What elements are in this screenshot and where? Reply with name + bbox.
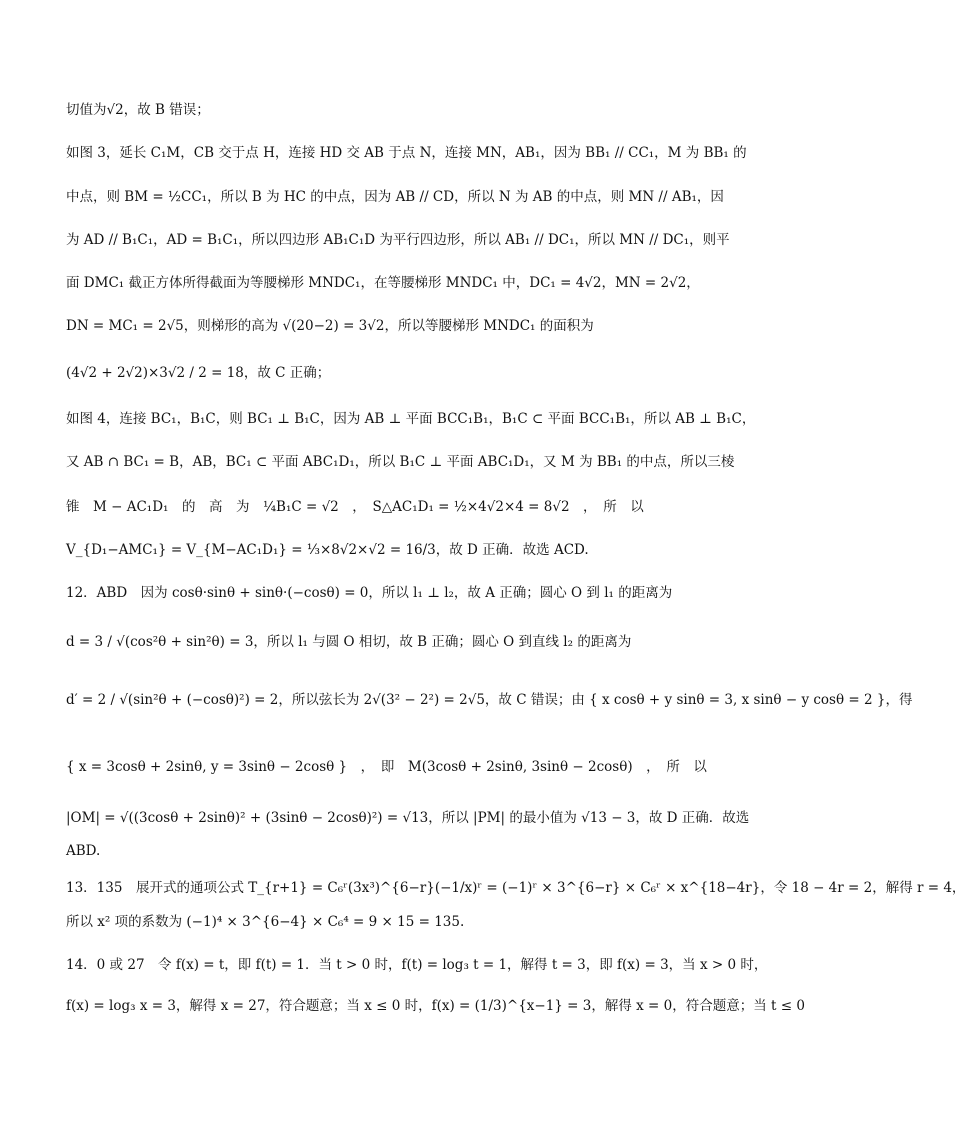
text-line-4: 为 AD // B₁C₁，AD = B₁C₁，所以四边形 AB₁C₁D 为平行四边形，所以 AB₁ // DC₁，所以 MN // DC₁，则平 — [66, 232, 730, 248]
text-line-10: 锥 M − AC₁D₁ 的 高 为 ¼B₁C = √2 ， S△AC₁D₁ = ½×4√2×4 = 8√2 ， 所 以 — [66, 499, 644, 515]
text-line-16: |OM| = √((3cosθ + 2sinθ)² + (3sinθ − 2cosθ)²) = √13，所以 |PM| 的最小值为 √13 − 3，故 D 正确．故选 — [66, 810, 750, 826]
text-line-14: d′ = 2 / √(sin²θ + (−cosθ)²) = 2，所以弦长为 2√(3² − 2²) = 2√5，故 C 错误；由 { x cosθ + y sinθ = 3, x sinθ − y cosθ = 2 }，得 — [66, 692, 913, 708]
text-line-2: 如图 3，延长 C₁M，CB 交于点 H，连接 HD 交 AB 于点 N，连接 MN，AB₁，因为 BB₁ // CC₁，M 为 BB₁ 的 — [66, 145, 747, 161]
text-line-15: { x = 3cosθ + 2sinθ, y = 3sinθ − 2cosθ } ， 即 M(3cosθ + 2sinθ, 3sinθ − 2cosθ) ， 所 以 — [66, 759, 707, 775]
text-line-3: 中点，则 BM = ½CC₁，所以 B 为 HC 的中点，因为 AB // CD，所以 N 为 AB 的中点，则 MN // AB₁，因 — [66, 189, 724, 205]
text-line-5: 面 DMC₁ 截正方体所得截面为等腰梯形 MNDC₁，在等腰梯形 MNDC₁ 中，DC₁ = 4√2，MN = 2√2， — [66, 275, 700, 291]
text-line-6: DN = MC₁ = 2√5，则梯形的高为 √(20−2) = 3√2，所以等腰梯形 MNDC₁ 的面积为 — [66, 318, 594, 334]
text-line-20: 14．0 或 27 令 f(x) = t，即 f(t) = 1．当 t > 0 时，f(t) = log₃ t = 1，解得 t = 3，即 f(x) = 3，当 x > 0 时， — [66, 957, 768, 973]
text-line-17: ABD. — [66, 843, 101, 859]
text-line-9: 又 AB ∩ BC₁ = B，AB，BC₁ ⊂ 平面 ABC₁D₁，所以 B₁C ⊥ 平面 ABC₁D₁，又 M 为 BB₁ 的中点，所以三棱 — [66, 454, 735, 470]
text-line-13: d = 3 / √(cos²θ + sin²θ) = 3，所以 l₁ 与圆 O 相切，故 B 正确；圆心 O 到直线 l₂ 的距离为 — [66, 634, 632, 650]
text-line-7: (4√2 + 2√2)×3√2 / 2 = 18，故 C 正确； — [66, 365, 331, 381]
text-line-18: 13．135 展开式的通项公式 T_{r+1} = C₆ʳ(3x³)^{6−r}(−1/x)ʳ = (−1)ʳ × 3^{6−r} × C₆ʳ × x^{18−4r}，令 18 − 4r = 2，解得 r = 4， — [66, 880, 965, 896]
text-line-1: 切值为√2，故 B 错误； — [66, 102, 210, 118]
text-line-12: 12．ABD 因为 cosθ·sinθ + sinθ·(−cosθ) = 0，所以 l₁ ⊥ l₂，故 A 正确；圆心 O 到 l₁ 的距离为 — [66, 585, 673, 601]
text-line-11: V_{D₁−AMC₁} = V_{M−AC₁D₁} = ⅓×8√2×√2 = 16/3，故 D 正确．故选 ACD. — [66, 542, 589, 558]
text-line-8: 如图 4，连接 BC₁，B₁C，则 BC₁ ⊥ B₁C，因为 AB ⊥ 平面 BCC₁B₁，B₁C ⊂ 平面 BCC₁B₁，所以 AB ⊥ B₁C， — [66, 411, 756, 427]
text-line-19: 所以 x² 项的系数为 (−1)⁴ × 3^{6−4} × C₆⁴ = 9 × 15 = 135. — [66, 914, 465, 930]
text-line-21: f(x) = log₃ x = 3，解得 x = 27，符合题意；当 x ≤ 0 时，f(x) = (1/3)^{x−1} = 3，解得 x = 0，符合题意；当 t ≤ 0 — [66, 998, 805, 1014]
